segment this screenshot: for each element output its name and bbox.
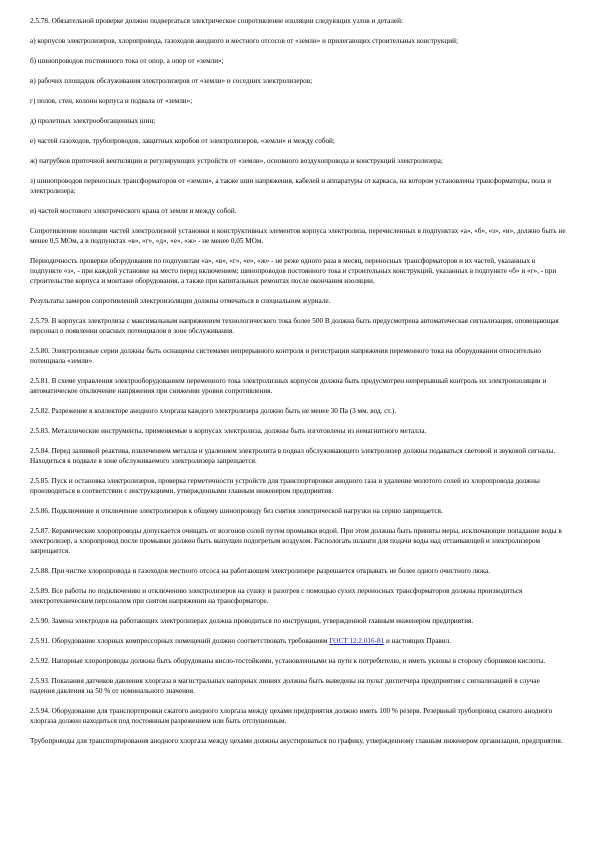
paragraph-2-5-82: 2.5.82. Разрежение в коллекторе анодного хлоргаза каждого электролизера должно быть не менее 30 Па (3 мм. вод. ст.).: [30, 407, 397, 415]
paragraph-2-5-90: 2.5.90. Замена электродов на работающих электролизерах должна проводиться по инструкции, утвержденной главным инженером предприятия.: [30, 617, 474, 625]
paragraph-pipelines-schedule: Трубопроводы для транспортирования анодного хлоргаза между цехами должны акустироваться по графику, утвержденному главным инженером организации, предприятия.: [30, 737, 563, 745]
list-item-g: г) полов, стен, колонн корпуса и подвала от «земли»;: [30, 97, 193, 105]
list-item-d: д) пролетных электрообогащенных шин;: [30, 117, 156, 125]
list-item-i: и) частей мостового электрического крана от земли и между собой.: [30, 207, 237, 215]
paragraph-2-5-93: 2.5.93. Показания датчиков давления хлоргаза в магистральных напорных линиях должны быть выведены на пульт диспетчера предприятия с сигнализацией в случае падения давления на 50 % от номинального значения.: [30, 677, 540, 695]
paragraph-2-5-80: 2.5.80. Электролизные серии должны быть оснащены системами непрерывного контроля и регистрации напряжения переменного тока на оборудовании относительно потенциала «земли».: [30, 347, 542, 365]
paragraph-2-5-85: 2.5.85. Пуск и остановка электролизеров, проверка герметичности устройств для транспортировки анодного газа и удаление молотого солей из хлоропровода должны производиться в соответствии с инструкциями, утвержденными главным инженером предприятия.: [30, 477, 540, 495]
paragraph-inspection-frequency: Периодичность проверки оборудования по подпунктам «а», «в», «г», «е», «ж» - не реже одного раза в месяц, переносных трансформаторов и их частей, указанных в подпункте «з», - при каждой установке на место перед включением; шинопроводов постоянного тока и строительных конструкций, указанных в подпункте «б» и «г», - при строительстве корпуса и монтаже оборудования, а также при капитальных ремонтах после окончания изоляции.: [30, 257, 557, 285]
paragraph-2-5-79: 2.5.79. В корпусах электролиза с максимальным напряжением технологического тока более 500 В должна быть предусмотрена автоматическая сигнализация, оповещающая персонал о появлении опасных потенциалов в зоне обслуживания.: [30, 317, 559, 335]
paragraph-2-5-92: 2.5.92. Напорные хлоропроводы должны быть оборудованы кисло-тостойкими, установленными на пути к потребителю, и иметь уклоны в сторону сборников кислоты.: [30, 657, 546, 665]
paragraph-2-5-86: 2.5.86. Подключение и отключение электролизеров к общему шинопроводу без снятия электрической нагрузки на серию запрещается.: [30, 507, 443, 515]
paragraph-2-5-87: 2.5.87. Керамические хлоропроводы допускается очищать от возгонов солей путем промывки водой. При этом должны быть приняты меры, исключающие попадание воды в электролизер, а хлоропровод после промывки должен быть выпущен подогретым воздухом. Распологать шланги для подачи воды над оттаивающей и электролизером запрещается.: [30, 527, 562, 555]
paragraph-2-5-91-tail: и настоящих Правил.: [384, 637, 452, 645]
paragraph-2-5-91: [30, 636, 566, 646]
paragraph-2-5-88: 2.5.88. При чистке хлоропровода и газоходов местного отсоса на работающем электролизере разрешается открывать не более одного очистного люка.: [30, 567, 490, 575]
paragraph-2-5-78: 2.5.78. Обязательной проверке должно подвергаться электрическое сопротивление изоляции следующих узлов и деталей:: [30, 17, 404, 25]
list-item-a: а) корпусов электролизеров, хлоропровода, газоходов анодного и местного отсосов от «земли» и прилегающих строительных конструкций;: [30, 37, 458, 45]
paragraph-2-5-83: 2.5.83. Металлические инструменты, применяемые в корпусах электролиза, должны быть изготовлены из немагнитного металла.: [30, 427, 427, 435]
list-item-z: з) шинопроводов переносных трансформаторов от «земли», а также шин напряжения, кабелей и аппаратуры от каркаса, на котором установлены трансформаторы, пола и электролизера;: [30, 177, 552, 195]
paragraph-insulation-resistance: Сопротивление изоляции частей электролизной установки и конструктивных элементов корпуса электролиза, перечисленных в подпунктах «а», «б», «з», «и», должно быть не менее 0,5 МОм, а в подпунктах «в», «г», «д», «е», «ж» - не менее 0,05 МОм.: [30, 227, 566, 245]
list-item-b: б) шинопроводов постоянного тока от опор, а опор от «земли»;: [30, 57, 224, 65]
document-body: [30, 16, 566, 756]
paragraph-2-5-84: 2.5.84. Перед заливкой реактива, извлечением металла и удалением электролита в подвал обслуживающего электролизер должны подаваться световой и звуковой сигналы. Находиться в подвале в зоне обслуживаемого электролизера запрещается.: [30, 447, 556, 465]
paragraph-2-5-81: 2.5.81. В схеме управления электрооборудованием переменного тока электролизных корпусов должна быть предусмотрен непрерывный контроль их электроизоляции и автоматическое отключение напряжения при снижении уровня сопротивления.: [30, 377, 547, 395]
list-item-e: е) частей газоходов, трубопроводов, защитных коробов от электролизеров, «земли» и между собой;: [30, 137, 335, 145]
paragraph-2-5-91-text: 2.5.91. Оборудование хлорных компрессорных помещений должно соответствовать требованиям: [30, 637, 330, 645]
list-item-zh: ж) патрубков приточной вентиляции и регулирующих устройств от «земли», основного воздухопровода и конструкций электролизера;: [30, 157, 443, 165]
gost-link[interactable]: ГОСТ 12.2.016-81: [329, 637, 385, 645]
paragraph-measurement-results: Результаты замеров сопротивлений электроизоляции должны отмечаться в специальном журнале.: [30, 297, 331, 305]
paragraph-2-5-94: 2.5.94. Оборудование для транспортировки сжатого анодного хлоргаза между цехами предприятия должно иметь 100 % резерв. Резервный трубопровод сжатого анодного хлоргаза должен находиться под постоянным разрежением или быть отглушенным.: [30, 707, 553, 725]
paragraph-2-5-89: 2.5.89. Все работы по подключению и отключению электролизеров на сушку и разогрев с помощью сухих переносных трансформаторов должны производиться электротехническим персоналом при снятом напряжении на трансформаторе.: [30, 587, 523, 605]
list-item-v: в) рабочих площадок обслуживания электролизеров от «земли» и соседних электролизеров;: [30, 77, 313, 85]
